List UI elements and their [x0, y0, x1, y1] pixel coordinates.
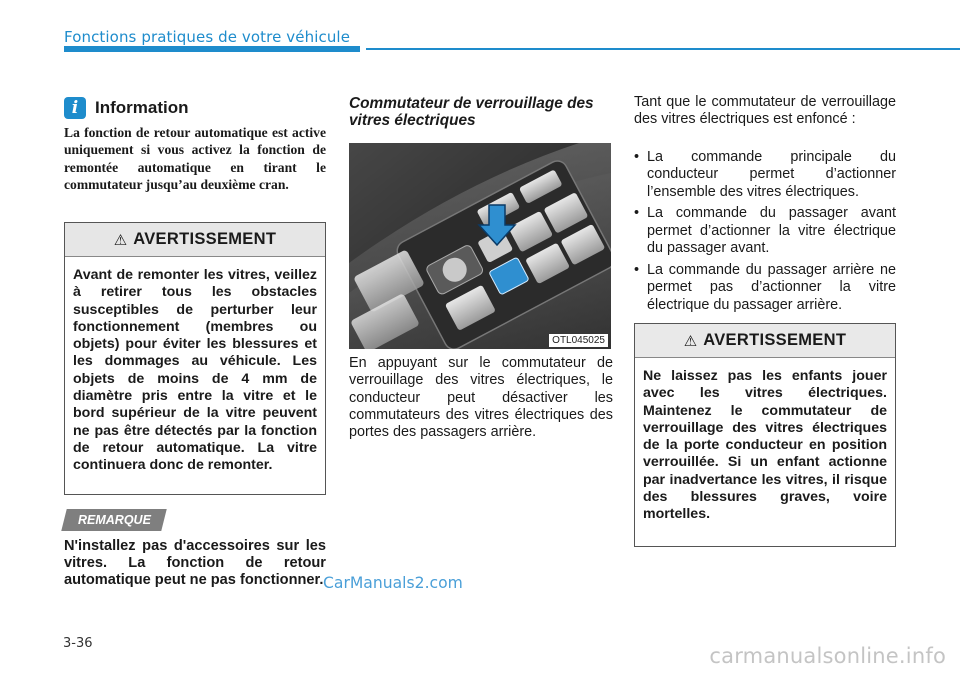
door-panel-illustration	[349, 143, 611, 349]
lock-intro-text: Tant que le commutateur de verrouillage des vitres électriques est enfoncé :	[634, 94, 896, 128]
header-bar-thick	[64, 46, 360, 52]
warning-header	[65, 223, 325, 257]
information-heading	[64, 96, 189, 120]
lock-effects-list	[634, 149, 896, 318]
list-item: • La commande principale du conducteur permet d’actionner l’ensemble des vitres électriques.	[634, 149, 896, 201]
warning-text: Ne laissez pas les enfants jouer avec les vitres électriques. Maintenez le commutateur de verrouillage des vitres électriques de la porte conducteur en position verrouillée. Si un enfant actionne par inadvertance les vitres, il risque des blessures graves, voire mortelles.	[643, 368, 887, 523]
header-bar-thin	[366, 48, 960, 50]
warning-triangle-icon: ⚠	[113, 231, 128, 249]
warning-header	[635, 324, 895, 358]
information-title: Information	[95, 98, 189, 117]
remarque-label: REMARQUE	[77, 513, 151, 527]
window-lock-switch-photo	[349, 143, 611, 349]
section-title: Commutateur de verrouillage des vitres électriques	[349, 95, 594, 129]
photo-reference-code: OTL045025	[549, 334, 608, 347]
warning-label: AVERTISSEMENT	[133, 230, 277, 248]
info-icon: i	[64, 97, 86, 119]
watermark-carmanuals2: CarManuals2.com	[323, 574, 463, 592]
warning-box-children	[634, 323, 896, 547]
warning-label: AVERTISSEMENT	[703, 331, 847, 349]
information-text: La fonction de retour automatique est active uniquement si vous activez la fonction de remontée automatique en tirant le commutateur jusqu’au deuxième cran.	[64, 125, 326, 193]
remarque-text: N'installez pas d'accessoires sur les vitres. La fonction de retour automatique peut ne pas fonctionner.	[64, 538, 326, 588]
footer-watermark: carmanualsonline.info	[709, 644, 946, 668]
page-number: 3-36	[63, 636, 93, 651]
warning-triangle-icon: ⚠	[683, 332, 698, 350]
page-header-title: Fonctions pratiques de votre véhicule	[64, 28, 351, 46]
warning-text: Avant de remonter les vitres, veillez à retirer tous les obstacles susceptibles de perturber leur fonctionnement (membres ou objets) pour éviter les blessures et les dommages au véhicule. Les objets de moins de 4 mm de diamètre pris entre la vitre et le bord supérieur de la vitre peuvent ne pas être détectés par la fonction de retour automatique. La vitre continuera donc de remonter.	[73, 267, 317, 474]
list-item: • La commande du passager arrière ne permet pas d’actionner la vitre électrique du passager arrière.	[634, 262, 896, 314]
remarque-badge	[61, 509, 166, 531]
warning-box-window-obstacles	[64, 222, 326, 495]
section-body-text: En appuyant sur le commutateur de verrouillage des vitres électriques, le conducteur peut désactiver les commutateurs des vitres électriques des portes des passagers arrière.	[349, 355, 613, 441]
list-item: • La commande du passager avant permet d’actionner la vitre électrique du passager avant.	[634, 205, 896, 257]
